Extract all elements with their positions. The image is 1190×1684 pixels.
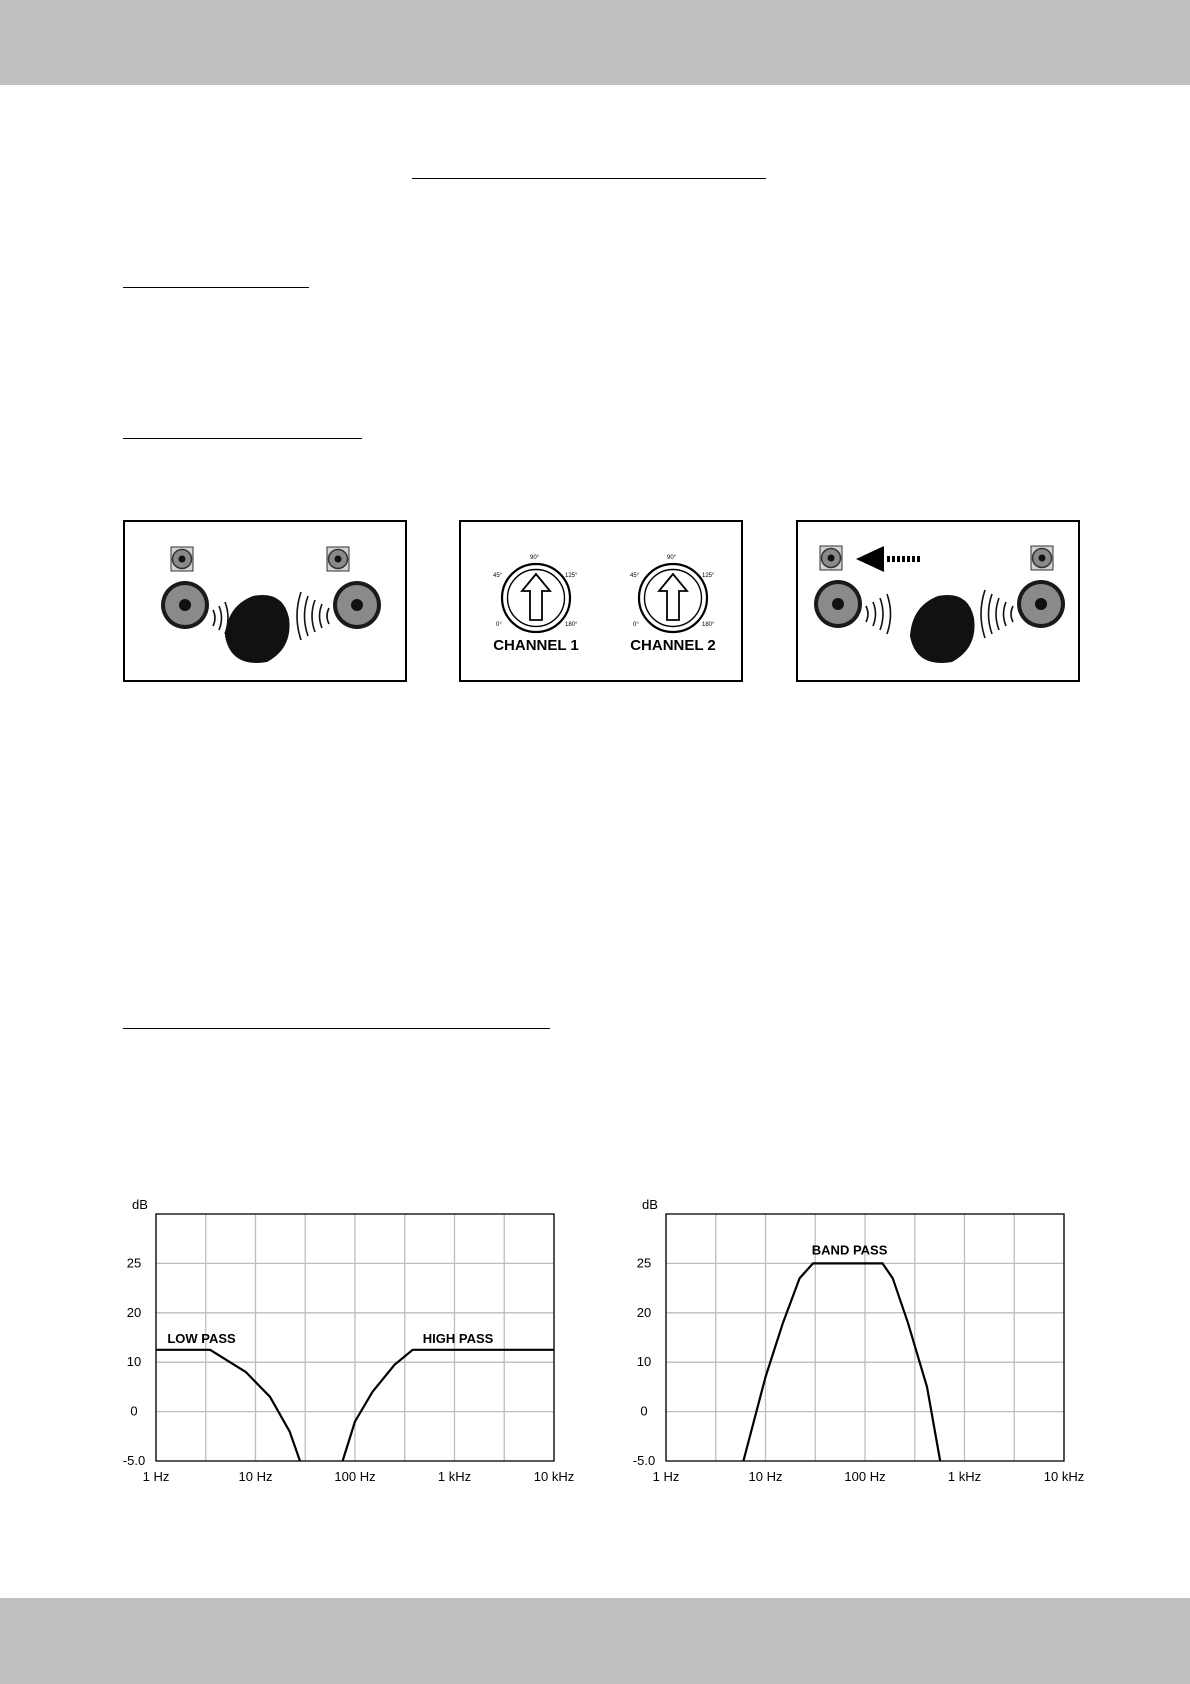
- y-axis-label: dB: [642, 1197, 658, 1212]
- series-line-high-pass: [343, 1350, 554, 1461]
- y-tick-label: 10: [126, 1354, 142, 1370]
- phase-dial-panel: [459, 520, 743, 682]
- x-tick-label: 10 Hz: [238, 1469, 273, 1484]
- chart-band-pass: [620, 1195, 1100, 1495]
- y-tick-label: 20: [636, 1304, 652, 1320]
- x-tick-label: 10 kHz: [533, 1469, 575, 1484]
- x-tick-label: 10 kHz: [1043, 1469, 1085, 1484]
- x-tick-label: 10 Hz: [748, 1469, 783, 1484]
- annotation-low-pass: LOW PASS: [167, 1330, 236, 1346]
- x-tick-label: 1 Hz: [652, 1469, 680, 1484]
- dial2-mark-180: 180°: [702, 622, 715, 628]
- x-tick-label: 1 kHz: [947, 1469, 982, 1484]
- tweeter-icon: [171, 547, 349, 571]
- series-line-low-pass: [156, 1350, 300, 1461]
- speaker-illustration-left: [123, 520, 407, 682]
- annotation-high-pass: HIGH PASS: [422, 1330, 494, 1346]
- channel-2-label: CHANNEL 2: [630, 637, 716, 654]
- dial2-mark-45: 45°: [630, 573, 640, 579]
- y-tick-label: 0: [130, 1403, 138, 1419]
- y-tick-label: 0: [640, 1403, 648, 1419]
- y-tick-label: -5.0: [122, 1453, 146, 1468]
- footer-band: [0, 1598, 1190, 1684]
- arrow-left-icon: [856, 546, 920, 572]
- speaker-illustration-right: [796, 520, 1080, 682]
- dial1-mark-0: 0°: [496, 622, 502, 628]
- x-tick-label: 100 Hz: [844, 1469, 886, 1484]
- y-tick-label: 25: [126, 1255, 142, 1271]
- tweeter-icon: [820, 546, 1053, 570]
- dial1-mark-180: 180°: [565, 622, 578, 628]
- y-tick-label: 25: [636, 1255, 652, 1271]
- header-band: [0, 0, 1190, 85]
- dial2-mark-90: 90°: [667, 555, 677, 561]
- dial2-mark-0: 0°: [633, 622, 639, 628]
- y-tick-label: -5.0: [632, 1453, 656, 1468]
- y-tick-label: 20: [126, 1304, 142, 1320]
- listener-head-icon: [910, 595, 975, 663]
- section-underline-3: [123, 1028, 550, 1029]
- chart-svg-0: [110, 1195, 590, 1495]
- dial1-mark-45: 45°: [493, 573, 503, 579]
- chart-low-high-pass: [110, 1195, 590, 1495]
- chart-svg-1: [620, 1195, 1100, 1495]
- x-tick-label: 1 kHz: [437, 1469, 472, 1484]
- dial2-mark-125: 125°: [702, 573, 715, 579]
- section-underline-2: [123, 438, 362, 439]
- dial1-mark-90: 90°: [530, 555, 540, 561]
- y-tick-label: 10: [636, 1354, 652, 1370]
- channel-1-label: CHANNEL 1: [493, 637, 579, 654]
- section-underline-1: [123, 287, 309, 288]
- phase-dial-icon: [502, 564, 707, 632]
- title-underline: [412, 178, 766, 179]
- y-axis-label: dB: [132, 1197, 148, 1212]
- x-tick-label: 1 Hz: [142, 1469, 170, 1484]
- annotation-band-pass: BAND PASS: [811, 1242, 888, 1258]
- dial1-mark-125: 125°: [565, 573, 578, 579]
- x-tick-label: 100 Hz: [334, 1469, 376, 1484]
- listener-head-icon: [225, 595, 290, 663]
